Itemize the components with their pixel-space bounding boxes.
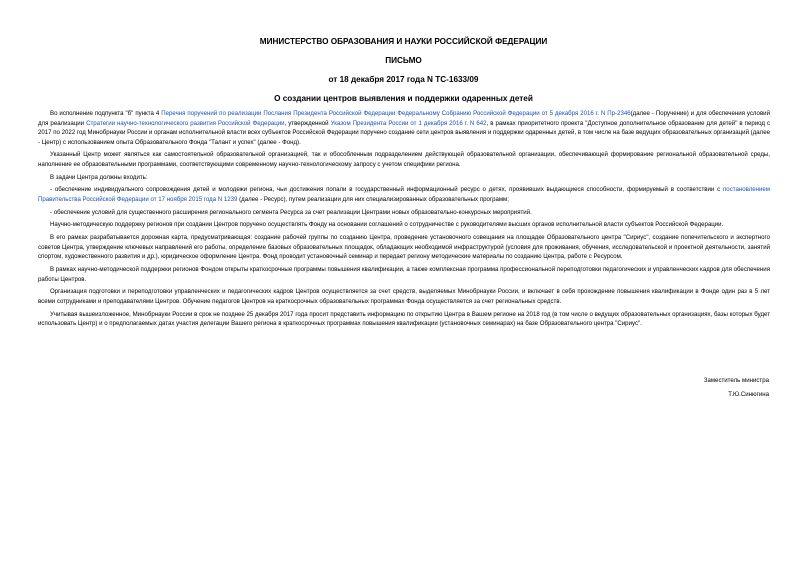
paragraph-text: Во исполнение подпункта "б" пункта 4: [50, 110, 162, 117]
signature-name: Т.Ю.Синюгина: [728, 391, 769, 398]
date-number-heading: от 18 декабря 2017 года N ТС-1633/09: [328, 75, 479, 84]
paragraph-5: - обеспечение условий для существенного расширения регионального сегмента Ресурса за счет реализации Центрами новых образовательно-конкурсных мероприятий.: [50, 208, 532, 216]
paragraph-8: В рамках научно-методической поддержки регионов Фондом открыты краткосрочные программы повышения квалификации, а также комплексная программа профессиональной переподготовки педагогических и управленческих кадров для обеспечения работы Центров.: [38, 265, 770, 283]
paragraph-9: Организация подготовки и переподготовки управленческих и педагогических кадров Центров осуществляется за счет средств, выделяемых Минобрнауки России, и включает в себя прохождение повышения квалификации в Фонде один раз в 5 лет всеми сотрудниками и преподавателями Центров. Обучение педагогов Центров на краткосрочных образовательных программах Фонда осуществляется за счет региональных средств.: [38, 288, 770, 305]
paragraph-text: (далее - Поручение) и для обеспечения условий для реализации: [38, 110, 770, 127]
paragraph-4: [38, 185, 770, 204]
paragraph-10: Учитывая вышеизложенное, Минобрнауки России в срок не позднее 25 декабря 2017 года просит представить информацию по открытию Центра в Вашем регионе на 2018 год (в том числе о ведущих образовательных организациях, базы которых будет использовать Центр) и о предполагаемых датах участия делегации Вашего региона в краткосрочных программах повышения квалификации (установочных семинарах) на базе Образовательного центра "Сириус".: [38, 310, 770, 328]
link-poruchenie-list[interactable]: Перечня поручений по реализации Послания Президента Российской Федерации Федеральному Собранию Российской Федерации от 5 декабря 2016 г. N Пр-2346: [161, 110, 631, 117]
link-government-resolution-1239[interactable]: постановлением Правительства Российской Федерации от 17 ноября 2015 года N 1239: [38, 186, 770, 203]
paragraph-text: (далее - Ресурс), путем реализации для них специализированных образовательных программ;: [237, 195, 509, 203]
paragraph-7: В его рамках разрабатывается дорожная карта, предусматривающая: создание рабочей группы по созданию Центра, проведение установочного совещания на площадке Образовательного центра "Сириус", создание попечительского и экспертного советов Центра, утверждение ключевых направлений его работы, определение базовых образовательных площадок, обладающих необходимой инфраструктурой (условия для проживания, обучения, исследовательской и проектной деятельности, занятий спортом, художественного развития и др.), юридическое оформление Центра. Фонд проводит установочный семинар и передает региону методические материалы по созданию Центра, работе с Ресурсом.: [38, 234, 770, 261]
link-strategy[interactable]: Стратегии научно-технологического развития Российской Федерации: [86, 119, 285, 127]
link-decree-642[interactable]: Указом Президента России от 1 декабря 2016 г. N 642: [330, 119, 487, 127]
paragraph-6: Научно-методическую поддержку регионов при создании Центров поручено осуществлять Фонду на основании соглашений о сотрудничестве с руководителями высших органов исполнительной власти субъектов Российской Федерации.: [50, 221, 724, 229]
ministry-heading: МИНИСТЕРСТВО ОБРАЗОВАНИЯ И НАУКИ РОССИЙСКОЙ ФЕДЕРАЦИИ: [259, 37, 548, 46]
paragraph-text: - обеспечение индивидуального сопровождения детей и молодежи региона, чьи достижения попали в государственный информационный ресурс о детях, проявивших выдающиеся способности, формируемый в соответствии с: [50, 186, 723, 194]
subject-heading: О создании центров выявления и поддержки одаренных детей: [274, 94, 533, 103]
paragraph-text: , в рамках приоритетного проекта "Доступное дополнительное образование для детей" в период с 2017 по 2022 год Минобрнауки России и органам исполнительной власти всех субъектов Российской Федерации поручено создание сети центров выявления и поддержки одаренных детей, в том числе на базе ведущих образовательных организаций (далее - Центр) с использованием опыта Образовательного Фонда "Талант и успех" (далее - Фонд).: [38, 119, 771, 146]
paragraph-2: Указанный Центр может являться как самостоятельной образовательной организацией, так и обособленным подразделением действующей образовательной организации, обеспечивающей формирование региональной образовательной среды, наполнение ее образовательными программами, соответствующими современному научно-технологическому запросу с учетом специфики региона.: [38, 151, 770, 168]
paragraph-text: , утвержденной: [284, 119, 331, 127]
paragraph-3: В задачи Центра должны входить:: [50, 173, 148, 181]
signature-position: Заместитель министра: [703, 377, 769, 384]
letter-body: [38, 109, 770, 332]
document-type-heading: ПИСЬМО: [385, 56, 422, 65]
paragraph-1: [38, 109, 770, 147]
